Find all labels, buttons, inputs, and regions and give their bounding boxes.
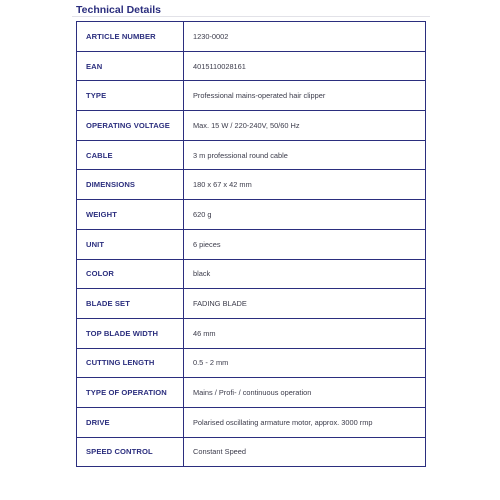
spec-value: Professional mains-operated hair clipper <box>184 81 426 111</box>
table-row <box>77 348 426 378</box>
spec-value: 3 m professional round cable <box>184 140 426 170</box>
table-row <box>77 140 426 170</box>
spec-value: Constant Speed <box>184 437 426 467</box>
table-row <box>77 51 426 81</box>
spec-label: SPEED CONTROL <box>77 437 184 467</box>
spec-label: COLOR <box>77 259 184 289</box>
table-row <box>77 22 426 52</box>
spec-value: FADING BLADE <box>184 289 426 319</box>
spec-label: DIMENSIONS <box>77 170 184 200</box>
table-row <box>77 378 426 408</box>
spec-label: TYPE <box>77 81 184 111</box>
spec-value: 1230-0002 <box>184 22 426 52</box>
table-row <box>77 437 426 467</box>
spec-value: Mains / Profi- / continuous operation <box>184 378 426 408</box>
table-row <box>77 111 426 141</box>
table-row <box>77 259 426 289</box>
spec-value: Polarised oscillating armature motor, approx. 3000 rmp <box>184 407 426 437</box>
spec-label: DRIVE <box>77 407 184 437</box>
table-row <box>77 407 426 437</box>
table-row <box>77 170 426 200</box>
spec-label: TOP BLADE WIDTH <box>77 318 184 348</box>
spec-label: CUTTING LENGTH <box>77 348 184 378</box>
section-title: Technical Details <box>76 4 162 16</box>
spec-label: BLADE SET <box>77 289 184 319</box>
spec-label: ARTICLE NUMBER <box>77 22 184 52</box>
table-row <box>77 318 426 348</box>
spec-label: UNIT <box>77 229 184 259</box>
spec-value: black <box>184 259 426 289</box>
table-row <box>77 200 426 230</box>
spec-label: EAN <box>77 51 184 81</box>
spec-value: Max. 15 W / 220-240V, 50/60 Hz <box>184 111 426 141</box>
table-row <box>77 81 426 111</box>
table-row <box>77 289 426 319</box>
spec-value: 46 mm <box>184 318 426 348</box>
spec-value: 0.5 - 2 mm <box>184 348 426 378</box>
table-row <box>77 229 426 259</box>
spec-label: CABLE <box>77 140 184 170</box>
spec-label: TYPE OF OPERATION <box>77 378 184 408</box>
technical-details-table <box>76 21 426 467</box>
spec-value: 6 pieces <box>184 229 426 259</box>
spec-label: OPERATING VOLTAGE <box>77 111 184 141</box>
spec-value: 4015110028161 <box>184 51 426 81</box>
spec-value: 180 x 67 x 42 mm <box>184 170 426 200</box>
spec-value: 620 g <box>184 200 426 230</box>
spec-label: WEIGHT <box>77 200 184 230</box>
